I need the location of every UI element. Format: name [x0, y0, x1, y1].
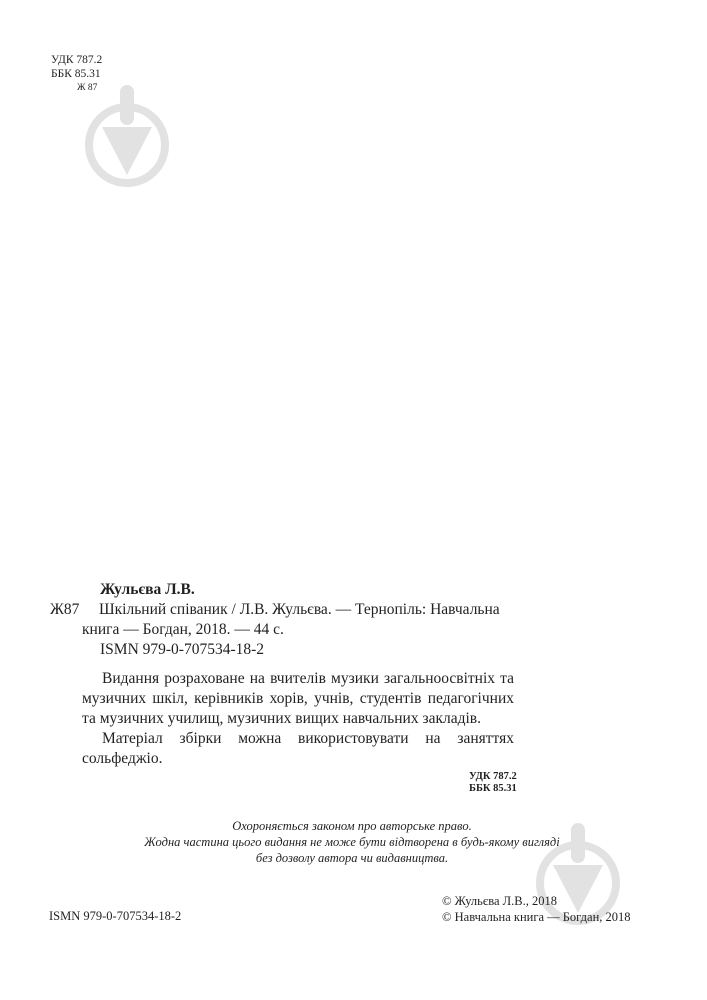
- annotation-paragraph-1: Видання розраховане на вчителів музики загальноосвітніх та музичних шкіл, керівників хорів, учнів, студентів педагогічних та музичних училищ, музичних вищих навчальних закладів.: [82, 670, 514, 727]
- author-mark-top: Ж 87: [77, 83, 98, 93]
- biblio-line-2: книга — Богдан, 2018. — 44 с.: [82, 621, 284, 638]
- udk-code-bottom: УДК 787.2: [469, 771, 517, 782]
- publisher-watermark-icon: [82, 85, 172, 190]
- ismn-footer: ISMN 979-0-707534-18-2: [49, 909, 182, 923]
- udk-code-top: УДК 787.2: [51, 54, 103, 66]
- annotation-paragraph-2: Матеріал збірки можна використовувати на заняттях сольфеджіо.: [82, 730, 514, 767]
- bbk-code-bottom: ББК 85.31: [469, 783, 517, 794]
- call-mark: Ж87: [50, 601, 80, 618]
- author-heading: Жульєва Л.В.: [100, 581, 195, 598]
- bbk-code-top: ББК 85.31: [51, 68, 101, 80]
- notice-line-3: без дозволу автора чи видавництва.: [255, 851, 449, 865]
- copyright-author: © Жульєва Л.В., 2018: [442, 894, 557, 908]
- notice-line-2: Жодна частина цього видання не може бути відтворена в будь-якому вигляді: [144, 835, 560, 849]
- biblio-line-1: Шкільний співаник / Л.В. Жульєва. — Тернопіль: Навчальна: [99, 601, 500, 618]
- copyright-notice: [117, 818, 587, 866]
- annotation: [82, 669, 514, 769]
- ismn-record: ISMN 979-0-707534-18-2: [100, 641, 265, 658]
- notice-line-1: Охороняється законом про авторське право.: [232, 819, 472, 833]
- copyright-publisher: © Навчальна книга — Богдан, 2018: [442, 910, 631, 924]
